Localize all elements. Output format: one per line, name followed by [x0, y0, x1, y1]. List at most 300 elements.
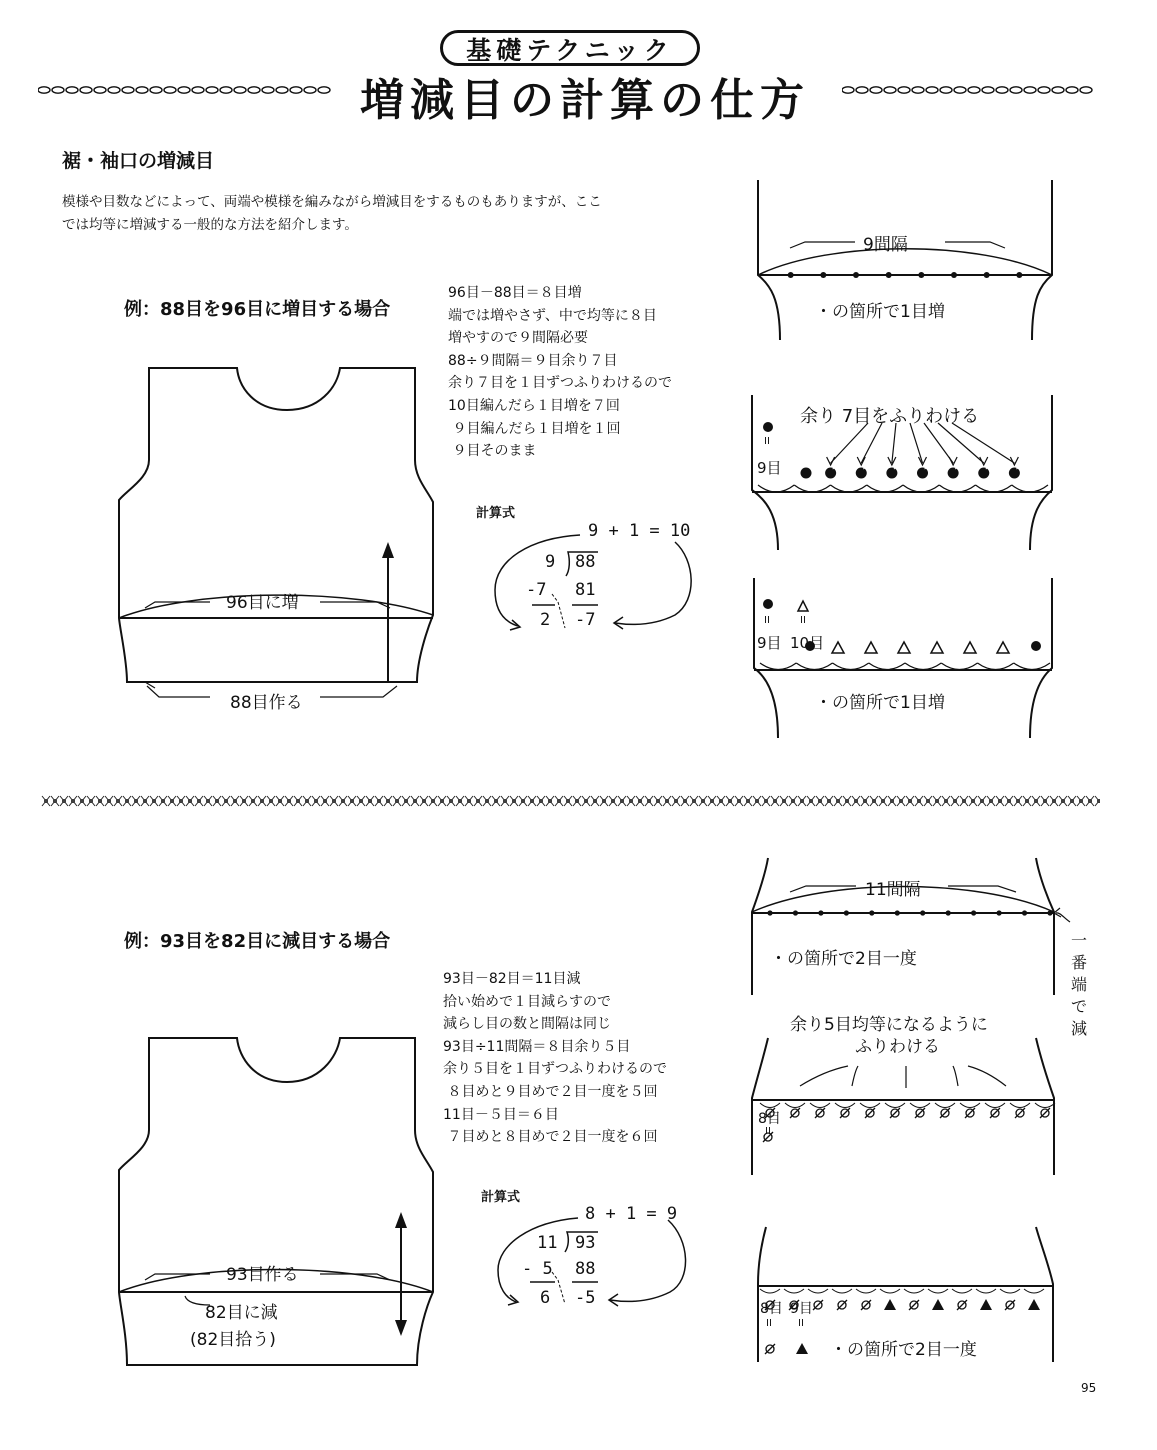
stitch-loop	[760, 663, 796, 670]
chain-link	[122, 87, 134, 93]
divider-mark	[591, 796, 599, 806]
divider-mark	[780, 796, 788, 806]
divider-mark	[699, 796, 707, 806]
increase-dot	[825, 468, 836, 479]
stitch-loop	[976, 485, 1012, 492]
divider-mark	[537, 796, 545, 806]
chain-link	[884, 87, 896, 93]
stitch-loop	[796, 663, 832, 670]
divider-mark	[69, 796, 77, 806]
triangle-mark	[832, 642, 844, 653]
divider-mark	[321, 796, 329, 806]
divider-mark	[96, 796, 104, 806]
filled-triangle	[884, 1299, 896, 1310]
divider-mark	[312, 796, 320, 806]
divider-mark	[492, 796, 500, 806]
distribute-arrow	[831, 423, 868, 463]
calc-divisor: 9	[545, 552, 556, 572]
divider-mark	[213, 796, 221, 806]
chain-link	[898, 87, 910, 93]
stitch-loop	[885, 1103, 905, 1108]
chain-decoration-left	[38, 82, 338, 98]
chain-link	[982, 87, 994, 93]
distribute-arrow	[861, 423, 882, 463]
divider-mark	[564, 796, 572, 806]
chain-link	[842, 87, 854, 93]
decrease-dot	[793, 910, 798, 915]
intervals-label: 9間隔	[863, 235, 908, 255]
divider-mark	[186, 796, 194, 806]
stitch-loop	[960, 1103, 980, 1108]
divider-mark	[222, 796, 230, 806]
vest-label-pickup: (82目拾う)	[190, 1330, 276, 1350]
increase-dot	[951, 272, 957, 278]
chain-link	[912, 87, 924, 93]
distribute-arrow	[953, 1066, 958, 1086]
stitch-loop	[1035, 1103, 1055, 1108]
chain-link	[1038, 87, 1050, 93]
triangle-mark	[931, 642, 943, 653]
hem-diagram-result	[750, 578, 1060, 743]
chain-link	[870, 87, 882, 93]
increase-dot	[917, 468, 928, 479]
stitch-loop	[869, 663, 905, 670]
chain-link	[940, 87, 952, 93]
divider-mark	[87, 796, 95, 806]
divider-mark	[636, 796, 644, 806]
divider-mark	[294, 796, 302, 806]
divider-mark	[267, 796, 275, 806]
decrease-dot	[1022, 910, 1027, 915]
divider-mark	[960, 796, 968, 806]
stitch-loop	[835, 1103, 855, 1108]
decrease-dot	[920, 910, 925, 915]
divider-mark	[951, 796, 959, 806]
step-line: ７目めと８目めで２目一度を６回	[443, 1129, 658, 1146]
decrease-dot	[895, 910, 900, 915]
divider-mark	[717, 796, 725, 806]
divider-mark	[456, 796, 464, 806]
divider-mark	[708, 796, 716, 806]
divider-mark	[51, 796, 59, 806]
calc2-divisor: 11	[537, 1233, 558, 1253]
divider-mark	[753, 796, 761, 806]
divider-mark	[465, 796, 473, 806]
divider-mark	[258, 796, 266, 806]
increase-dot	[820, 272, 826, 278]
stitch-loop	[856, 1289, 876, 1293]
chain-link	[234, 87, 246, 93]
decrease-note: ・の箇所で2目一度	[770, 949, 917, 969]
step-line: 93目－82目＝11目減	[443, 971, 581, 987]
calc-result1: 2	[540, 610, 551, 630]
side-count-label: 9目	[757, 459, 782, 477]
result-side-label1: 9目	[757, 634, 782, 652]
divider-mark	[762, 796, 770, 806]
increase-dot	[886, 468, 897, 479]
divider-mark	[357, 796, 365, 806]
step-line: ９目そのまま	[448, 443, 537, 460]
divider-mark	[843, 796, 851, 806]
divider-mark	[582, 796, 590, 806]
chain-link	[206, 87, 218, 93]
stitch-loop	[833, 663, 869, 670]
chain-link	[1066, 87, 1078, 93]
divider-mark	[483, 796, 491, 806]
divider-mark	[618, 796, 626, 806]
divider-mark	[276, 796, 284, 806]
decrease-dot	[971, 910, 976, 915]
divider-mark	[1014, 796, 1022, 806]
divider-mark	[852, 796, 860, 806]
result-side-label2: 10目	[790, 634, 825, 652]
divider-mark	[771, 796, 779, 806]
dot-highlight	[925, 465, 931, 469]
stitch-loop	[867, 485, 903, 492]
chain-link	[80, 87, 92, 93]
decrease-distribute-label2: ふりわける	[855, 1037, 940, 1057]
vest-label-cast-on: 88目作る	[230, 693, 303, 713]
arrow-head	[857, 457, 865, 465]
stitch-loop	[939, 485, 975, 492]
distribute-arrow	[910, 423, 923, 463]
stitch-loop	[1024, 1289, 1044, 1293]
divider-mark	[1032, 796, 1040, 806]
divider-mark	[78, 796, 86, 806]
stitch-loop	[760, 1289, 780, 1293]
stitch-loop	[985, 1103, 1005, 1108]
increase-dot	[918, 272, 924, 278]
divider-mark	[114, 796, 122, 806]
calc2-sub2: 88	[575, 1259, 596, 1279]
increase-dot	[886, 272, 892, 278]
step-line: 93目÷11間隔＝８目余り５目	[443, 1038, 631, 1055]
chain-link	[856, 87, 868, 93]
step-line: ９目編んだら１目増を１回	[448, 420, 621, 437]
decrease-dot	[996, 910, 1001, 915]
distribute-arrow	[800, 1066, 848, 1086]
stitch-loop	[760, 1103, 780, 1108]
divider-mark	[510, 796, 518, 806]
divider-mark	[1086, 796, 1094, 806]
chain-decoration-right	[842, 82, 1097, 98]
stitch-loop	[880, 1289, 900, 1293]
filled-triangle-icon	[796, 1343, 808, 1354]
category-label: 基礎テクニック	[466, 36, 674, 65]
increase-dot	[1031, 641, 1041, 651]
distribute-arrow	[852, 1066, 858, 1086]
divider-mark	[609, 796, 617, 806]
divider-mark	[366, 796, 374, 806]
stitch-loop	[860, 1103, 880, 1108]
increase-dot	[1009, 468, 1020, 479]
stitch-loop	[810, 1103, 830, 1108]
divider-mark	[393, 796, 401, 806]
divider-mark	[861, 796, 869, 806]
stitch-loop	[794, 485, 830, 492]
dot-highlight	[863, 465, 869, 469]
divider-mark	[825, 796, 833, 806]
step-line: 余り７目を１目ずつふりわけるので	[448, 375, 672, 392]
calc2-sub1: - 5	[522, 1259, 553, 1279]
divider-mark	[195, 796, 203, 806]
step-line: 拾い始めで１目減らすので	[443, 993, 611, 1010]
decrease-side-eq: II	[765, 1126, 771, 1137]
stitch-loop	[1000, 1289, 1020, 1293]
divider-mark	[681, 796, 689, 806]
divider-mark	[420, 796, 428, 806]
decrease-dot	[869, 910, 874, 915]
divider-mark	[528, 796, 536, 806]
chain-link	[1024, 87, 1036, 93]
dot-highlight	[894, 465, 900, 469]
divider-mark	[375, 796, 383, 806]
triangle-mark	[898, 642, 910, 653]
divider-mark	[1005, 796, 1013, 806]
divider-mark	[240, 796, 248, 806]
chain-link	[954, 87, 966, 93]
triangle-mark	[997, 642, 1009, 653]
stitch-loop	[1014, 663, 1050, 670]
divider-mark	[663, 796, 671, 806]
divider-mark	[906, 796, 914, 806]
chain-link	[926, 87, 938, 93]
chain-link	[94, 87, 106, 93]
stitch-loop	[903, 485, 939, 492]
header	[0, 0, 1157, 125]
stitch-loop	[928, 1289, 948, 1293]
section-divider	[38, 794, 1100, 808]
chain-link	[1010, 87, 1022, 93]
divider-mark	[141, 796, 149, 806]
divider-mark	[789, 796, 797, 806]
divider-mark	[654, 796, 662, 806]
divider-mark	[348, 796, 356, 806]
chain-link	[968, 87, 980, 93]
step-line: 88÷９間隔＝９目余り７目	[448, 352, 618, 369]
calc-top: 9 + 1 = 10	[588, 521, 691, 541]
divider-mark	[411, 796, 419, 806]
decrease-intervals-label: 11間隔	[865, 880, 921, 900]
divider-mark	[150, 796, 158, 806]
divider-mark	[987, 796, 995, 806]
side-count-eq: II	[764, 436, 770, 447]
dot-highlight	[1016, 465, 1022, 469]
divider-mark	[834, 796, 842, 806]
divider-mark	[249, 796, 257, 806]
filled-triangle	[1028, 1299, 1040, 1310]
divider-mark	[807, 796, 815, 806]
example-title-decrease: 例：93目を82目に減目する場合	[124, 931, 391, 952]
result-side-eq1: II	[764, 615, 770, 626]
chain-link	[66, 87, 78, 93]
divider-mark	[1077, 796, 1085, 806]
result-note: ・の箇所で1目増	[815, 693, 945, 713]
chain-link	[136, 87, 148, 93]
filled-triangle	[980, 1299, 992, 1310]
distribute-arrow	[924, 423, 953, 463]
divider-mark	[879, 796, 887, 806]
divider-mark	[1023, 796, 1031, 806]
decrease-result-note: ・の箇所で2目一度	[830, 1340, 977, 1360]
divider-mark	[123, 796, 131, 806]
calc2-dividend: 93	[575, 1233, 596, 1253]
distribute-label: 余り 7目をふりわける	[800, 406, 980, 427]
filled-triangle	[932, 1299, 944, 1310]
increase-dot	[1016, 272, 1022, 278]
increase-dot	[801, 468, 812, 479]
calc2-result1: 6	[540, 1288, 551, 1308]
section-heading: 裾・袖口の増減目	[62, 150, 215, 172]
increase-dot	[856, 468, 867, 479]
chain-link	[178, 87, 190, 93]
decrease-result-side1: 8目	[760, 1301, 783, 1317]
divider-mark	[42, 796, 50, 806]
divider-mark	[573, 796, 581, 806]
calc2-result2: -5	[575, 1288, 596, 1308]
x-stitch-icon	[765, 1344, 775, 1354]
step-line: 10目編んだら１目増を７回	[448, 397, 620, 414]
divider-mark	[555, 796, 563, 806]
chain-link	[1080, 87, 1092, 93]
chain-link	[276, 87, 288, 93]
chain-link	[318, 87, 330, 93]
chain-link	[304, 87, 316, 93]
decrease-side-label: 8目	[758, 1111, 781, 1127]
divider-mark	[105, 796, 113, 806]
vest-diagram-increase	[115, 360, 445, 720]
divider-mark	[915, 796, 923, 806]
dot-highlight	[986, 465, 992, 469]
divider-mark	[1059, 796, 1067, 806]
increase-dot	[978, 468, 989, 479]
stitch-loop	[935, 1103, 955, 1108]
stitch-loop	[905, 663, 941, 670]
divider-mark	[942, 796, 950, 806]
chain-link	[248, 87, 260, 93]
stitch-loop	[1012, 485, 1048, 492]
decrease-distribute-label1: 余り5目均等になるように	[790, 1015, 988, 1035]
divider-mark	[1041, 796, 1049, 806]
divider-mark	[897, 796, 905, 806]
triangle-mark	[865, 642, 877, 653]
increase-note: ・の箇所で1目増	[815, 302, 945, 322]
step-line: 余り５目を１目ずつふりわけるので	[443, 1061, 667, 1078]
divider-mark	[204, 796, 212, 806]
divider-mark	[996, 796, 1004, 806]
chain-link	[108, 87, 120, 93]
chain-link	[996, 87, 1008, 93]
decrease-result-eq2: II	[798, 1318, 804, 1329]
stitch-loop	[832, 1289, 852, 1293]
divider-mark	[726, 796, 734, 806]
divider-mark	[438, 796, 446, 806]
decrease-steps	[443, 968, 667, 1149]
stitch-loop	[785, 1103, 805, 1108]
intro-text-line2: では均等に増減する一般的な方法を紹介します。	[62, 217, 358, 233]
decrease-dot	[1047, 910, 1052, 915]
step-line: ８目めと９目めで２目一度を５回	[443, 1083, 658, 1100]
stitch-loop	[978, 663, 1014, 670]
result-side-eq2: II	[800, 615, 806, 626]
decrease-dot	[767, 910, 772, 915]
decrease-dot	[844, 910, 849, 915]
edge-decrease-note: 一 番 端 で 減	[1070, 931, 1087, 1038]
divider-mark	[303, 796, 311, 806]
decrease-result-side2: 9目	[790, 1301, 813, 1317]
divider-mark	[735, 796, 743, 806]
divider-mark	[1068, 796, 1076, 806]
triangle-mark	[964, 642, 976, 653]
dot-highlight	[833, 465, 839, 469]
example-title-increase: 例：88目を96目に増目する場合	[124, 299, 391, 320]
stitch-loop	[831, 485, 867, 492]
decrease-result-eq1: II	[766, 1318, 772, 1329]
stitch-loop	[952, 1289, 972, 1293]
increase-dot	[788, 272, 794, 278]
divider-mark	[645, 796, 653, 806]
calc-sub2: 81	[575, 580, 596, 600]
calc2-top: 8 + 1 = 9	[585, 1204, 678, 1224]
step-line: 96目－88目＝８目増	[448, 285, 582, 301]
divider-mark	[546, 796, 554, 806]
intro-text-line1: 模様や目数などによって、両端や模様を編みながら増減目をするものもありますが、ここ	[62, 194, 602, 210]
chain-link	[1052, 87, 1064, 93]
divider-mark	[285, 796, 293, 806]
vest-label-cast-on-93: 93目作る	[226, 1265, 299, 1285]
increase-dot	[853, 272, 859, 278]
divider-mark	[627, 796, 635, 806]
divider-mark	[690, 796, 698, 806]
vest-diagram-decrease	[115, 1030, 445, 1400]
divider-mark	[744, 796, 752, 806]
divider-mark	[168, 796, 176, 806]
chain-link	[52, 87, 64, 93]
divider-mark	[888, 796, 896, 806]
stitch-loop	[758, 485, 794, 492]
increase-dot	[984, 272, 990, 278]
step-line: 減らし目の数と間隔は同じ	[443, 1016, 611, 1033]
divider-mark	[402, 796, 410, 806]
decrease-dot	[946, 910, 951, 915]
calc-label-2: 計算式	[481, 1190, 521, 1205]
stitch-loop	[808, 1289, 828, 1293]
divider-mark	[159, 796, 167, 806]
stitch-loop	[976, 1289, 996, 1293]
divider-mark	[978, 796, 986, 806]
decrease-dot	[818, 910, 823, 915]
calc-result2: -7	[575, 610, 596, 630]
arrow-head	[827, 457, 835, 465]
increase-steps	[448, 282, 672, 463]
chain-link	[164, 87, 176, 93]
stitch-loop	[910, 1103, 930, 1108]
divider-mark	[870, 796, 878, 806]
divider-mark	[429, 796, 437, 806]
step-line: 端では増やさず、中で均等に８目	[448, 307, 657, 324]
stitch-loop	[784, 1289, 804, 1293]
divider-mark	[933, 796, 941, 806]
page-title: 増減目の計算の仕方	[360, 75, 810, 126]
divider-mark	[969, 796, 977, 806]
vest-label-decrease: 82目に減	[205, 1303, 278, 1323]
chain-link	[262, 87, 274, 93]
calc-label: 計算式	[476, 506, 516, 521]
divider-mark	[816, 796, 824, 806]
arrow-head	[949, 457, 957, 465]
divider-mark	[231, 796, 239, 806]
chain-link	[192, 87, 204, 93]
